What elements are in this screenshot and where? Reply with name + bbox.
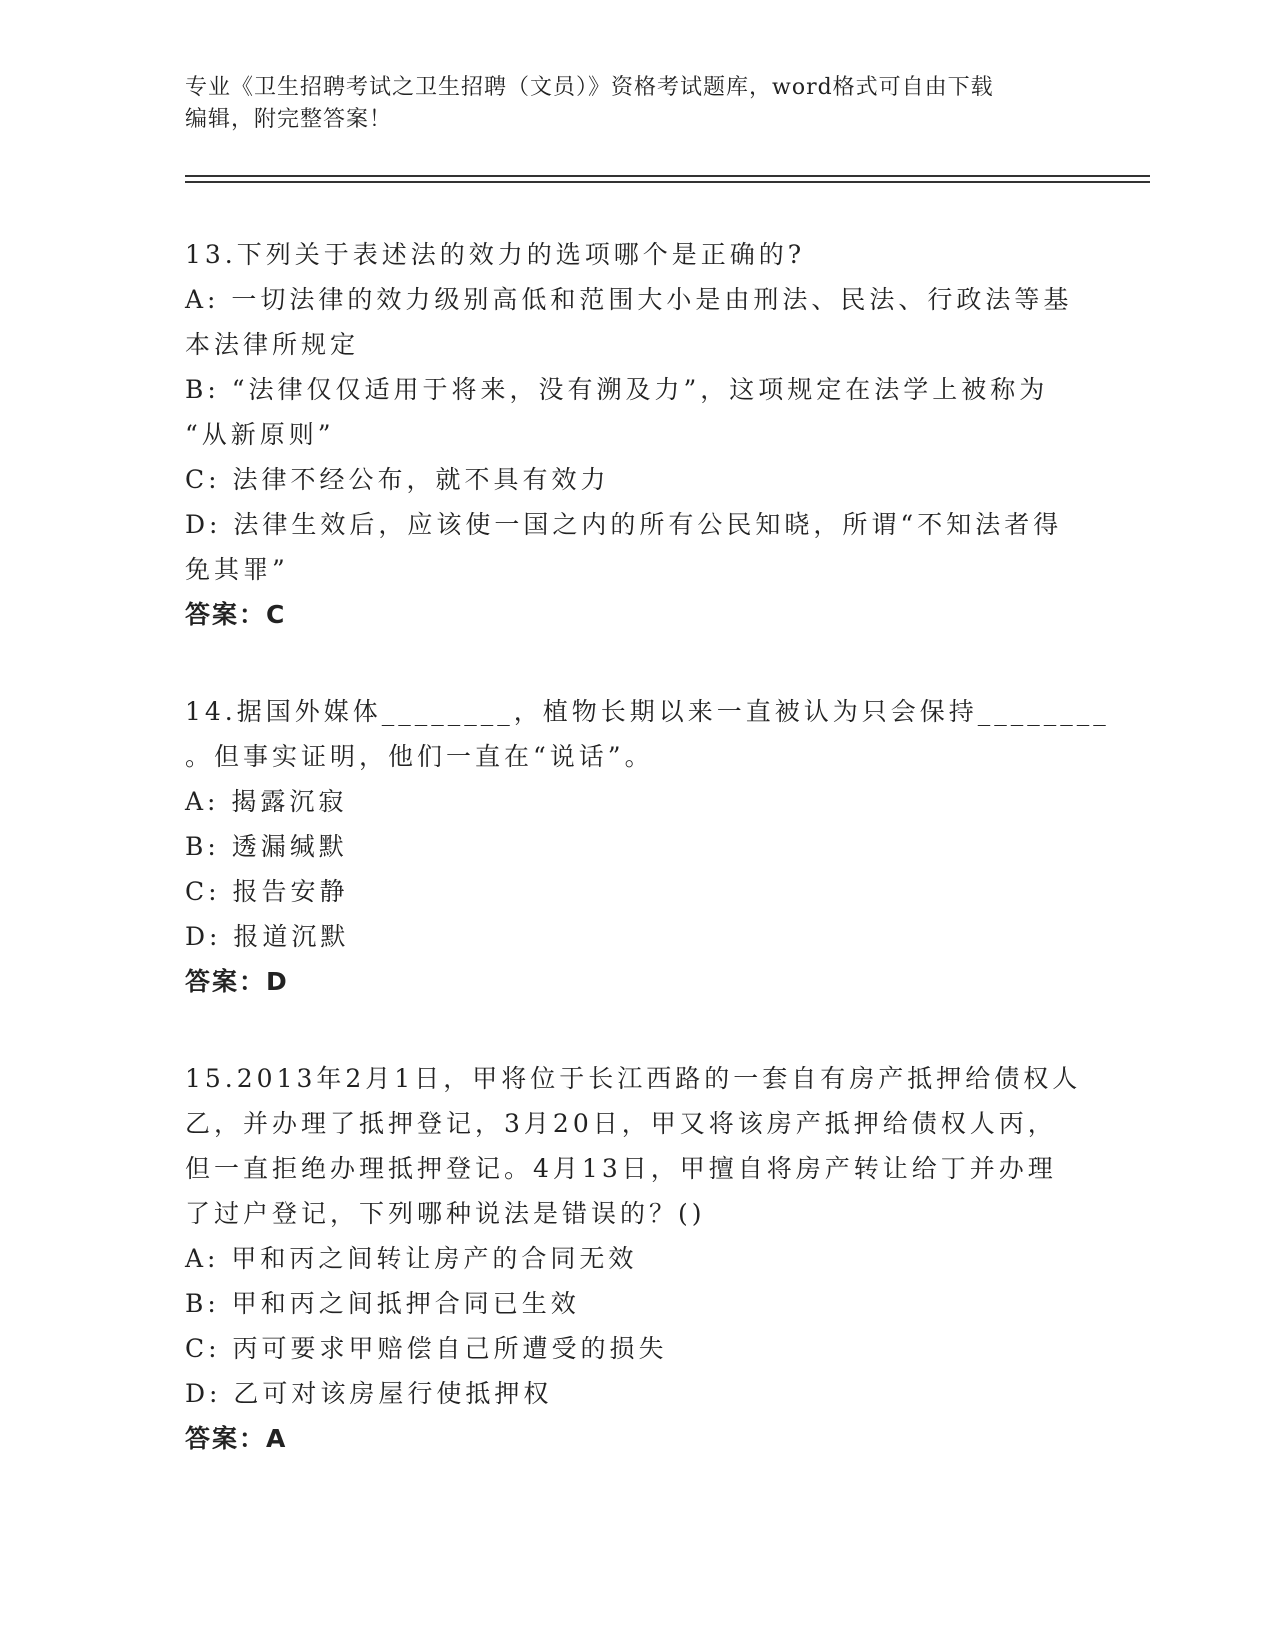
option-a: A: 揭露沉寂 bbox=[185, 787, 348, 816]
option-c: C: 法律不经公布，就不具有效力 bbox=[185, 465, 610, 494]
answer-label: 答案：A bbox=[185, 1424, 288, 1453]
question-15 bbox=[185, 1056, 1090, 1461]
question-stem: 15.2013年2月1日，甲将位于长江西路的一套自有房产抵押给债权人 bbox=[185, 1064, 1082, 1093]
question-stem: 14.据国外媒体________，植物长期以来一直被认为只会保持________ bbox=[185, 697, 1110, 726]
question-stem-continued-1: 乙，并办理了抵押登记，3月20日，甲又将该房产抵押给债权人丙， bbox=[185, 1109, 1057, 1138]
option-b: B: “法律仅仅适用于将来，没有溯及力”，这项规定在法学上被称为 bbox=[185, 375, 1049, 404]
option-d-continued: 免其罪” bbox=[185, 555, 289, 584]
question-stem: 13.下列关于表述法的效力的选项哪个是正确的? bbox=[185, 240, 806, 269]
option-d: D: 法律生效后，应该使一国之内的所有公民知晓，所谓“不知法者得 bbox=[185, 510, 1063, 539]
question-13 bbox=[185, 232, 1090, 637]
option-a-continued: 本法律所规定 bbox=[185, 330, 360, 359]
header-line-2: 编辑，附完整答案！ bbox=[185, 107, 393, 132]
answer-label: 答案：D bbox=[185, 967, 289, 996]
option-b-continued: “从新原则” bbox=[185, 420, 335, 449]
header-divider-top bbox=[185, 175, 1150, 177]
option-a: A: 一切法律的效力级别高低和范围大小是由刑法、民法、行政法等基 bbox=[185, 285, 1073, 314]
question-stem-continued: 。但事实证明，他们一直在“说话”。 bbox=[185, 742, 654, 771]
question-14 bbox=[185, 689, 1110, 1004]
header-divider-bottom bbox=[185, 181, 1150, 183]
option-b: B: 甲和丙之间抵押合同已生效 bbox=[185, 1289, 580, 1318]
answer-label: 答案：C bbox=[185, 600, 287, 629]
question-stem-continued-2: 但一直拒绝办理抵押登记。4月13日，甲擅自将房产转让给丁并办理 bbox=[185, 1154, 1057, 1183]
option-a: A: 甲和丙之间转让房产的合同无效 bbox=[185, 1244, 638, 1273]
header-line-1: 专业《卫生招聘考试之卫生招聘（文员）》资格考试题库，word格式可自由下载 bbox=[185, 75, 994, 100]
option-c: C: 报告安静 bbox=[185, 877, 349, 906]
option-d: D: 乙可对该房屋行使抵押权 bbox=[185, 1379, 553, 1408]
option-b: B: 透漏缄默 bbox=[185, 832, 348, 861]
option-d: D: 报道沉默 bbox=[185, 922, 350, 951]
option-c: C: 丙可要求甲赔偿自己所遭受的损失 bbox=[185, 1334, 668, 1363]
document-header bbox=[185, 72, 1075, 136]
question-stem-continued-3: 了过户登记，下列哪种说法是错误的？() bbox=[185, 1199, 706, 1228]
